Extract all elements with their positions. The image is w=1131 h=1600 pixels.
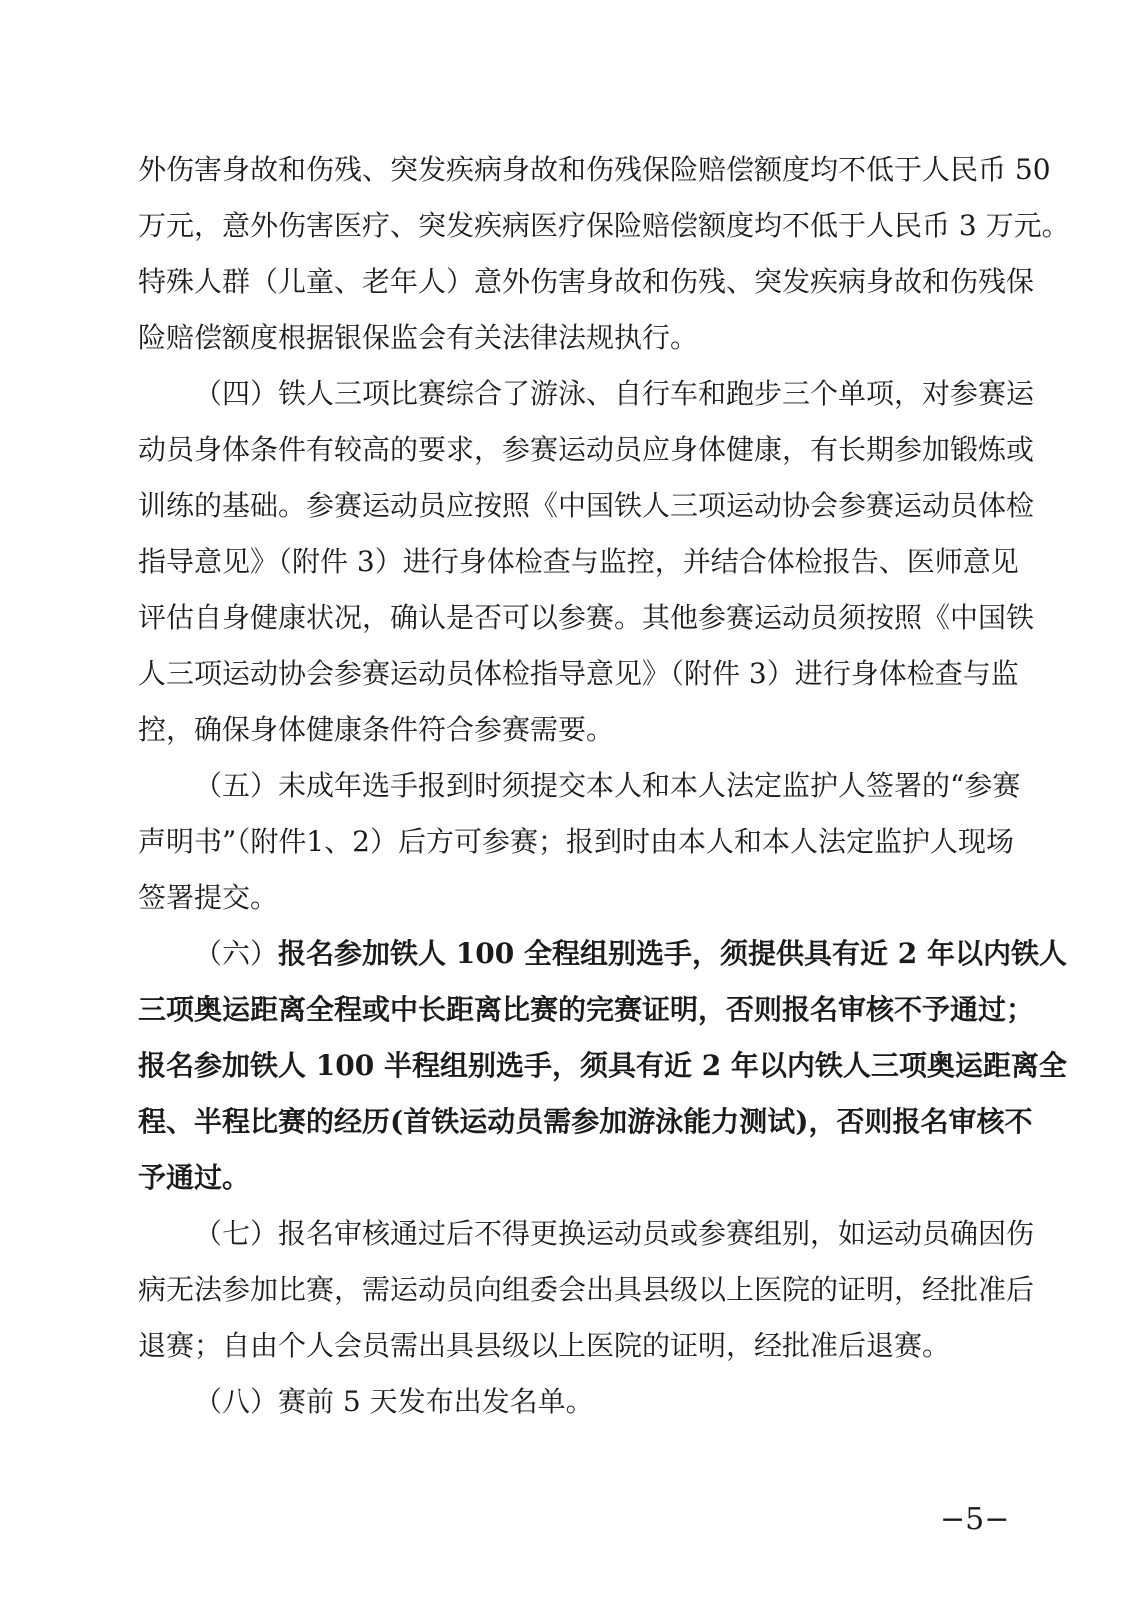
text-line-bold: 三项奥运距离全程或中长距离比赛的完赛证明，否则报名审核不予通过；: [138, 993, 1035, 1026]
page-number: −5−: [940, 1502, 1010, 1537]
text-line: 动员身体条件有较高的要求，参赛运动员应身体健康，有长期参加锻炼或: [138, 433, 1035, 466]
paragraph-8: （八）赛前 5 天发布出发名单。: [194, 1385, 594, 1418]
text-line: 训练的基础。参赛运动员应按照《中国铁人三项运动协会参赛运动员体检: [138, 489, 1035, 522]
text-line-bold: 报名参加铁人 100 半程组别选手，须具有近 2 年以内铁人三项奥运距离全: [138, 1049, 1067, 1082]
paragraph-5-start: （五）未成年选手报到时须提交本人和本人法定监护人签署的“参赛: [194, 769, 1021, 802]
text-line: 控，确保身体健康条件符合参赛需要。: [138, 713, 615, 746]
text-line: 万元，意外伤害医疗、突发疾病医疗保险赔偿额度均不低于人民币 3 万元。: [138, 209, 1070, 242]
paragraph-7-start: （七）报名审核通过后不得更换运动员或参赛组别，如运动员确因伤: [194, 1217, 1035, 1250]
text-line: 签署提交。: [138, 881, 279, 914]
paragraph-6-marker: （六）: [194, 937, 279, 970]
paragraph-6-start: [194, 934, 1067, 974]
paragraph-4-start: （四）铁人三项比赛综合了游泳、自行车和跑步三个单项，对参赛运: [194, 377, 1035, 410]
text-line: 声明书”（附件1、2）后方可参赛；报到时由本人和本人法定监护人现场: [138, 825, 1014, 858]
text-line: 退赛；自由个人会员需出具县级以上医院的证明，经批准后退赛。: [138, 1329, 951, 1362]
text-line: 险赔偿额度根据银保监会有关法律法规执行。: [138, 321, 699, 354]
text-line: 外伤害身故和伤残、突发疾病身故和伤残保险赔偿额度均不低于人民币 50: [138, 153, 1051, 186]
text-line-bold: 程、半程比赛的经历(首铁运动员需参加游泳能力测试)，否则报名审核不: [138, 1105, 1033, 1138]
text-line: 评估自身健康状况，确认是否可以参赛。其他参赛运动员须按照《中国铁: [138, 601, 1035, 634]
text-line: 人三项运动协会参赛运动员体检指导意见》（附件 3）进行身体检查与监: [138, 657, 1019, 690]
text-line: 病无法参加比赛，需运动员向组委会出具县级以上医院的证明，经批准后: [138, 1273, 1035, 1306]
text-line-bold: 予通过。: [138, 1161, 251, 1194]
paragraph-6-bold-text: 报名参加铁人 100 全程组别选手，须提供具有近 2 年以内铁人: [278, 937, 1067, 970]
text-line: 特殊人群（儿童、老年人）意外伤害身故和伤残、突发疾病身故和伤残保: [138, 265, 1035, 298]
text-line: 指导意见》（附件 3）进行身体检查与监控，并结合体检报告、医师意见: [138, 545, 1019, 578]
